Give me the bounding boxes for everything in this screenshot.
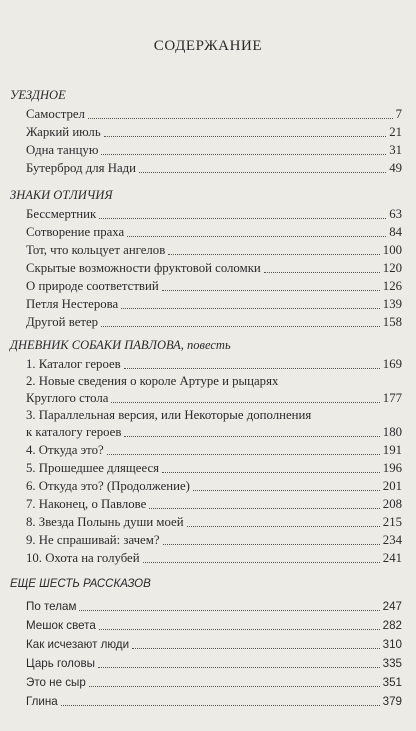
toc-entry[interactable] <box>26 106 402 123</box>
section-title: ЕЩЕ ШЕСТЬ РАССКАЗОВ <box>10 578 151 590</box>
dot-leader <box>162 289 380 291</box>
toc-entry[interactable] <box>26 550 402 567</box>
dot-leader <box>121 307 380 309</box>
toc-entry[interactable] <box>26 655 402 672</box>
toc-entry[interactable] <box>26 460 402 477</box>
dot-leader <box>124 367 380 369</box>
dot-leader <box>127 235 386 237</box>
entry-title: Самострел <box>26 107 85 121</box>
section-title: ЗНАКИ ОТЛИЧИЯ <box>10 188 113 202</box>
entry-page: 351 <box>382 676 402 689</box>
toc-entry[interactable] <box>26 278 402 295</box>
entry-title: Царь головы <box>26 657 95 670</box>
entry-page: 282 <box>382 619 402 632</box>
entry-title: Одна танцую <box>26 143 99 157</box>
entry-title: Сотворение праха <box>26 225 125 239</box>
dot-leader <box>163 543 380 545</box>
entry-title: 9. Не спрашивай: зачем? <box>26 533 160 547</box>
entry-title: 10. Охота на голубей <box>26 551 140 565</box>
entry-title-cont: Круглого стола <box>26 391 109 405</box>
entry-page: 63 <box>389 207 402 221</box>
toc-entry[interactable] <box>26 636 402 653</box>
entry-title: Бутерброд для Нади <box>26 161 137 175</box>
dot-leader <box>187 525 380 527</box>
dot-leader <box>162 471 380 473</box>
toc-entry[interactable] <box>26 532 402 549</box>
dot-leader <box>193 489 380 491</box>
toc-entry[interactable] <box>26 124 402 141</box>
dot-leader <box>107 453 380 455</box>
entry-page: 126 <box>382 279 402 293</box>
toc-entry[interactable] <box>26 693 402 710</box>
dot-leader <box>111 401 379 403</box>
entry-title: Как исчезают люди <box>26 638 130 651</box>
entry-title: Скрытые возможности фруктовой соломки <box>26 261 261 275</box>
entry-page: 169 <box>382 357 402 371</box>
toc-entry[interactable] <box>26 514 402 531</box>
entry-page: 201 <box>382 479 402 493</box>
dot-leader <box>168 253 380 255</box>
dot-leader <box>79 609 379 611</box>
entry-title: Это не сыр <box>26 676 86 689</box>
entry-page: 49 <box>389 161 402 175</box>
toc-entry[interactable] <box>26 356 402 373</box>
entry-page: 139 <box>382 297 402 311</box>
entry-page: 84 <box>389 225 402 239</box>
toc-entry[interactable] <box>26 314 402 331</box>
entry-page: 31 <box>389 143 402 157</box>
section-title: ДНЕВНИК СОБАКИ ПАВЛОВА, повесть <box>10 338 231 352</box>
entry-page: 120 <box>382 261 402 275</box>
entry-title: 6. Откуда это? (Продолжение) <box>26 479 190 493</box>
entry-page: 158 <box>382 315 402 329</box>
entry-title: Жаркий июль <box>26 125 101 139</box>
entry-page: 247 <box>382 600 402 613</box>
entry-page: 177 <box>382 391 402 405</box>
entry-title: 4. Откуда это? <box>26 443 104 457</box>
dot-leader <box>143 561 380 563</box>
dot-leader <box>132 647 380 649</box>
toc-entry[interactable] <box>26 390 402 407</box>
dot-leader <box>104 135 387 137</box>
dot-leader <box>99 628 380 630</box>
entry-page: 21 <box>389 125 402 139</box>
toc-entry[interactable] <box>26 424 402 441</box>
dot-leader <box>99 217 386 219</box>
entry-page: 191 <box>382 443 402 457</box>
toc-entry[interactable] <box>26 160 402 177</box>
entry-page: 180 <box>382 425 402 439</box>
entry-title: Петля Нестерова <box>26 297 119 311</box>
entry-title-cont: к каталогу героев <box>26 425 122 439</box>
entry-title[interactable]: 2. Новые сведения о короле Артуре и рыцарях <box>26 374 279 388</box>
entry-title: Другой ветер <box>26 315 99 329</box>
entry-page: 335 <box>382 657 402 670</box>
entry-page: 234 <box>382 533 402 547</box>
entry-title: По телам <box>26 600 77 613</box>
toc-entry[interactable] <box>26 224 402 241</box>
entry-title: 8. Звезда Полынь души моей <box>26 515 184 529</box>
entry-title: Бессмертник <box>26 207 97 221</box>
entry-title: Тот, что кольцует ангелов <box>26 243 166 257</box>
dot-leader <box>88 117 393 119</box>
dot-leader <box>98 666 380 668</box>
dot-leader <box>61 704 380 706</box>
entry-title: О природе соответствий <box>26 279 159 293</box>
toc-entry[interactable] <box>26 674 402 691</box>
entry-title: 5. Прошедшее длящееся <box>26 461 160 475</box>
entry-page: 7 <box>395 107 402 121</box>
toc-entry[interactable] <box>26 442 402 459</box>
toc-entry[interactable] <box>26 296 402 313</box>
page-title: СОДЕРЖАНИЕ <box>153 38 263 54</box>
entry-title: Глина <box>26 695 58 708</box>
entry-page: 215 <box>382 515 402 529</box>
entry-title: Мешок света <box>26 619 96 632</box>
section-title: УЕЗДНОЕ <box>10 88 66 102</box>
dot-leader <box>149 507 380 509</box>
entry-page: 196 <box>382 461 402 475</box>
entry-title: 7. Наконец, о Павлове <box>26 497 147 511</box>
entry-page: 310 <box>382 638 402 651</box>
dot-leader <box>124 435 379 437</box>
dot-leader <box>264 271 380 273</box>
toc-entry[interactable] <box>26 206 402 223</box>
dot-leader <box>139 171 386 173</box>
dot-leader <box>89 685 380 687</box>
toc-entry[interactable] <box>26 617 402 634</box>
toc-entry[interactable] <box>26 478 402 495</box>
toc-entry[interactable] <box>26 142 402 159</box>
toc-entry[interactable] <box>26 496 402 513</box>
entry-title[interactable]: 3. Параллельная версия, или Некоторые дополнения <box>26 408 312 422</box>
toc-entry[interactable] <box>26 598 402 615</box>
entry-title: 1. Каталог героев <box>26 357 121 371</box>
entry-page: 241 <box>382 551 402 565</box>
entry-page: 208 <box>382 497 402 511</box>
dot-leader <box>101 153 386 155</box>
dot-leader <box>101 325 380 327</box>
toc-entry[interactable] <box>26 260 402 277</box>
toc-entry[interactable] <box>26 242 402 259</box>
entry-page: 379 <box>382 695 402 708</box>
entry-page: 100 <box>382 243 402 257</box>
